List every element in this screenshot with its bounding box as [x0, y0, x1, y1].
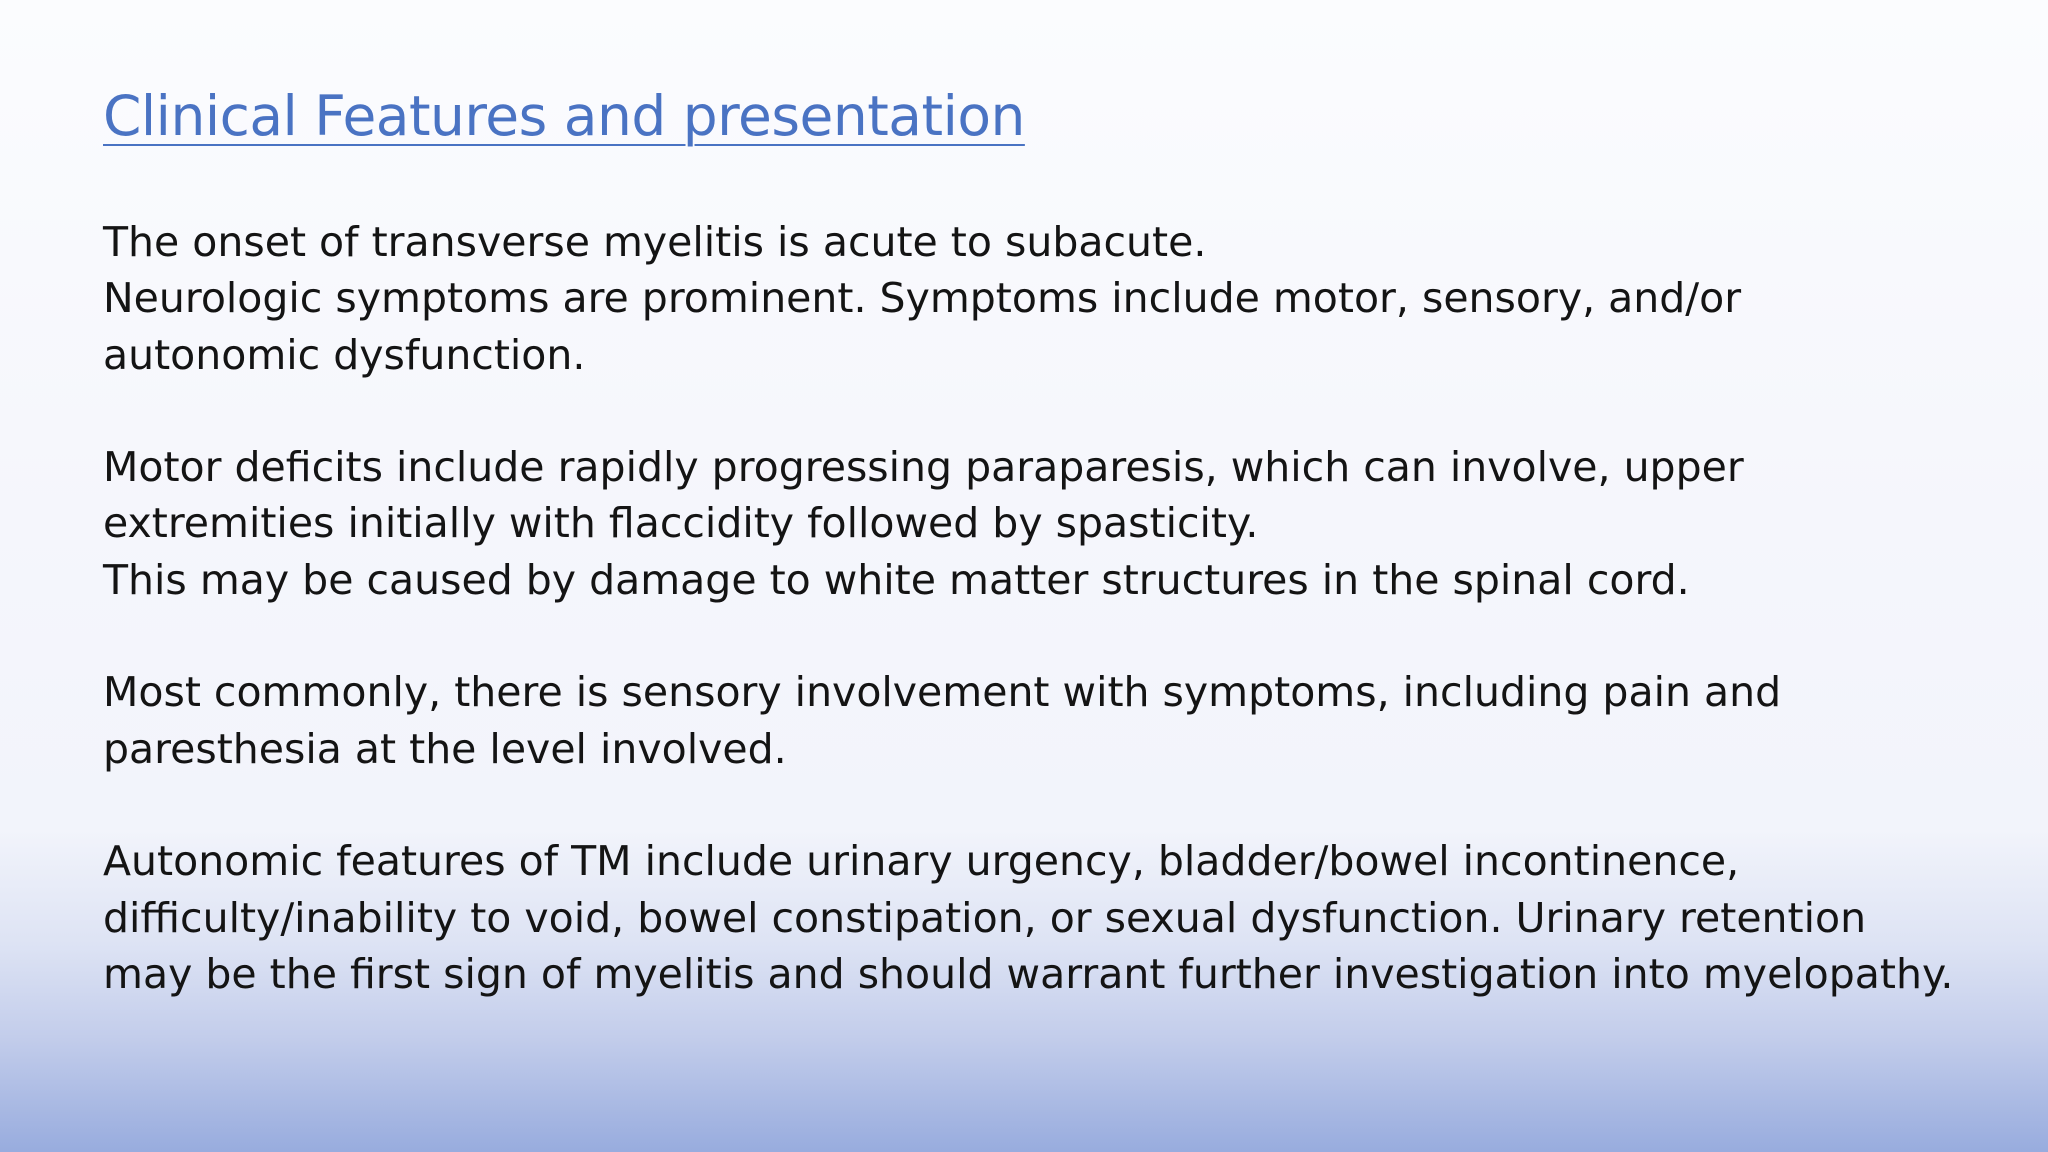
paragraph-line: Motor deficits include rapidly progressing paraparesis, which can involve, upper — [103, 443, 1744, 492]
paragraph-line: Autonomic features of TM include urinary urgency, bladder/bowel incontinence, — [103, 837, 1740, 886]
paragraph-line: may be the first sign of myelitis and should warrant further investigation into myelopathy. — [103, 949, 1954, 998]
slide-title: Clinical Features and presentation — [103, 84, 1025, 148]
paragraph-line: Most commonly, there is sensory involvement with symptoms, including pain and — [103, 668, 1782, 717]
paragraph-sensory — [103, 664, 1993, 777]
paragraph-line: paresthesia at the level involved. — [103, 724, 787, 773]
paragraph-line: Neurologic symptoms are prominent. Symptoms include motor, sensory, and/or — [103, 274, 1742, 323]
paragraph-onset — [103, 214, 1993, 383]
paragraph-line: This may be caused by damage to white matter structures in the spinal cord. — [103, 555, 1690, 604]
paragraph-line: difficulty/inability to void, bowel constipation, or sexual dysfunction. Urinary retention — [103, 893, 1867, 942]
paragraph-line: The onset of transverse myelitis is acute to subacute. — [103, 218, 1207, 266]
paragraph-autonomic — [103, 833, 1993, 1002]
paragraph-line: autonomic dysfunction. — [103, 330, 586, 379]
paragraph-motor-deficits — [103, 439, 1993, 608]
slide-body — [103, 214, 1993, 1058]
paragraph-line: extremities initially with flaccidity followed by spasticity. — [103, 499, 1259, 548]
